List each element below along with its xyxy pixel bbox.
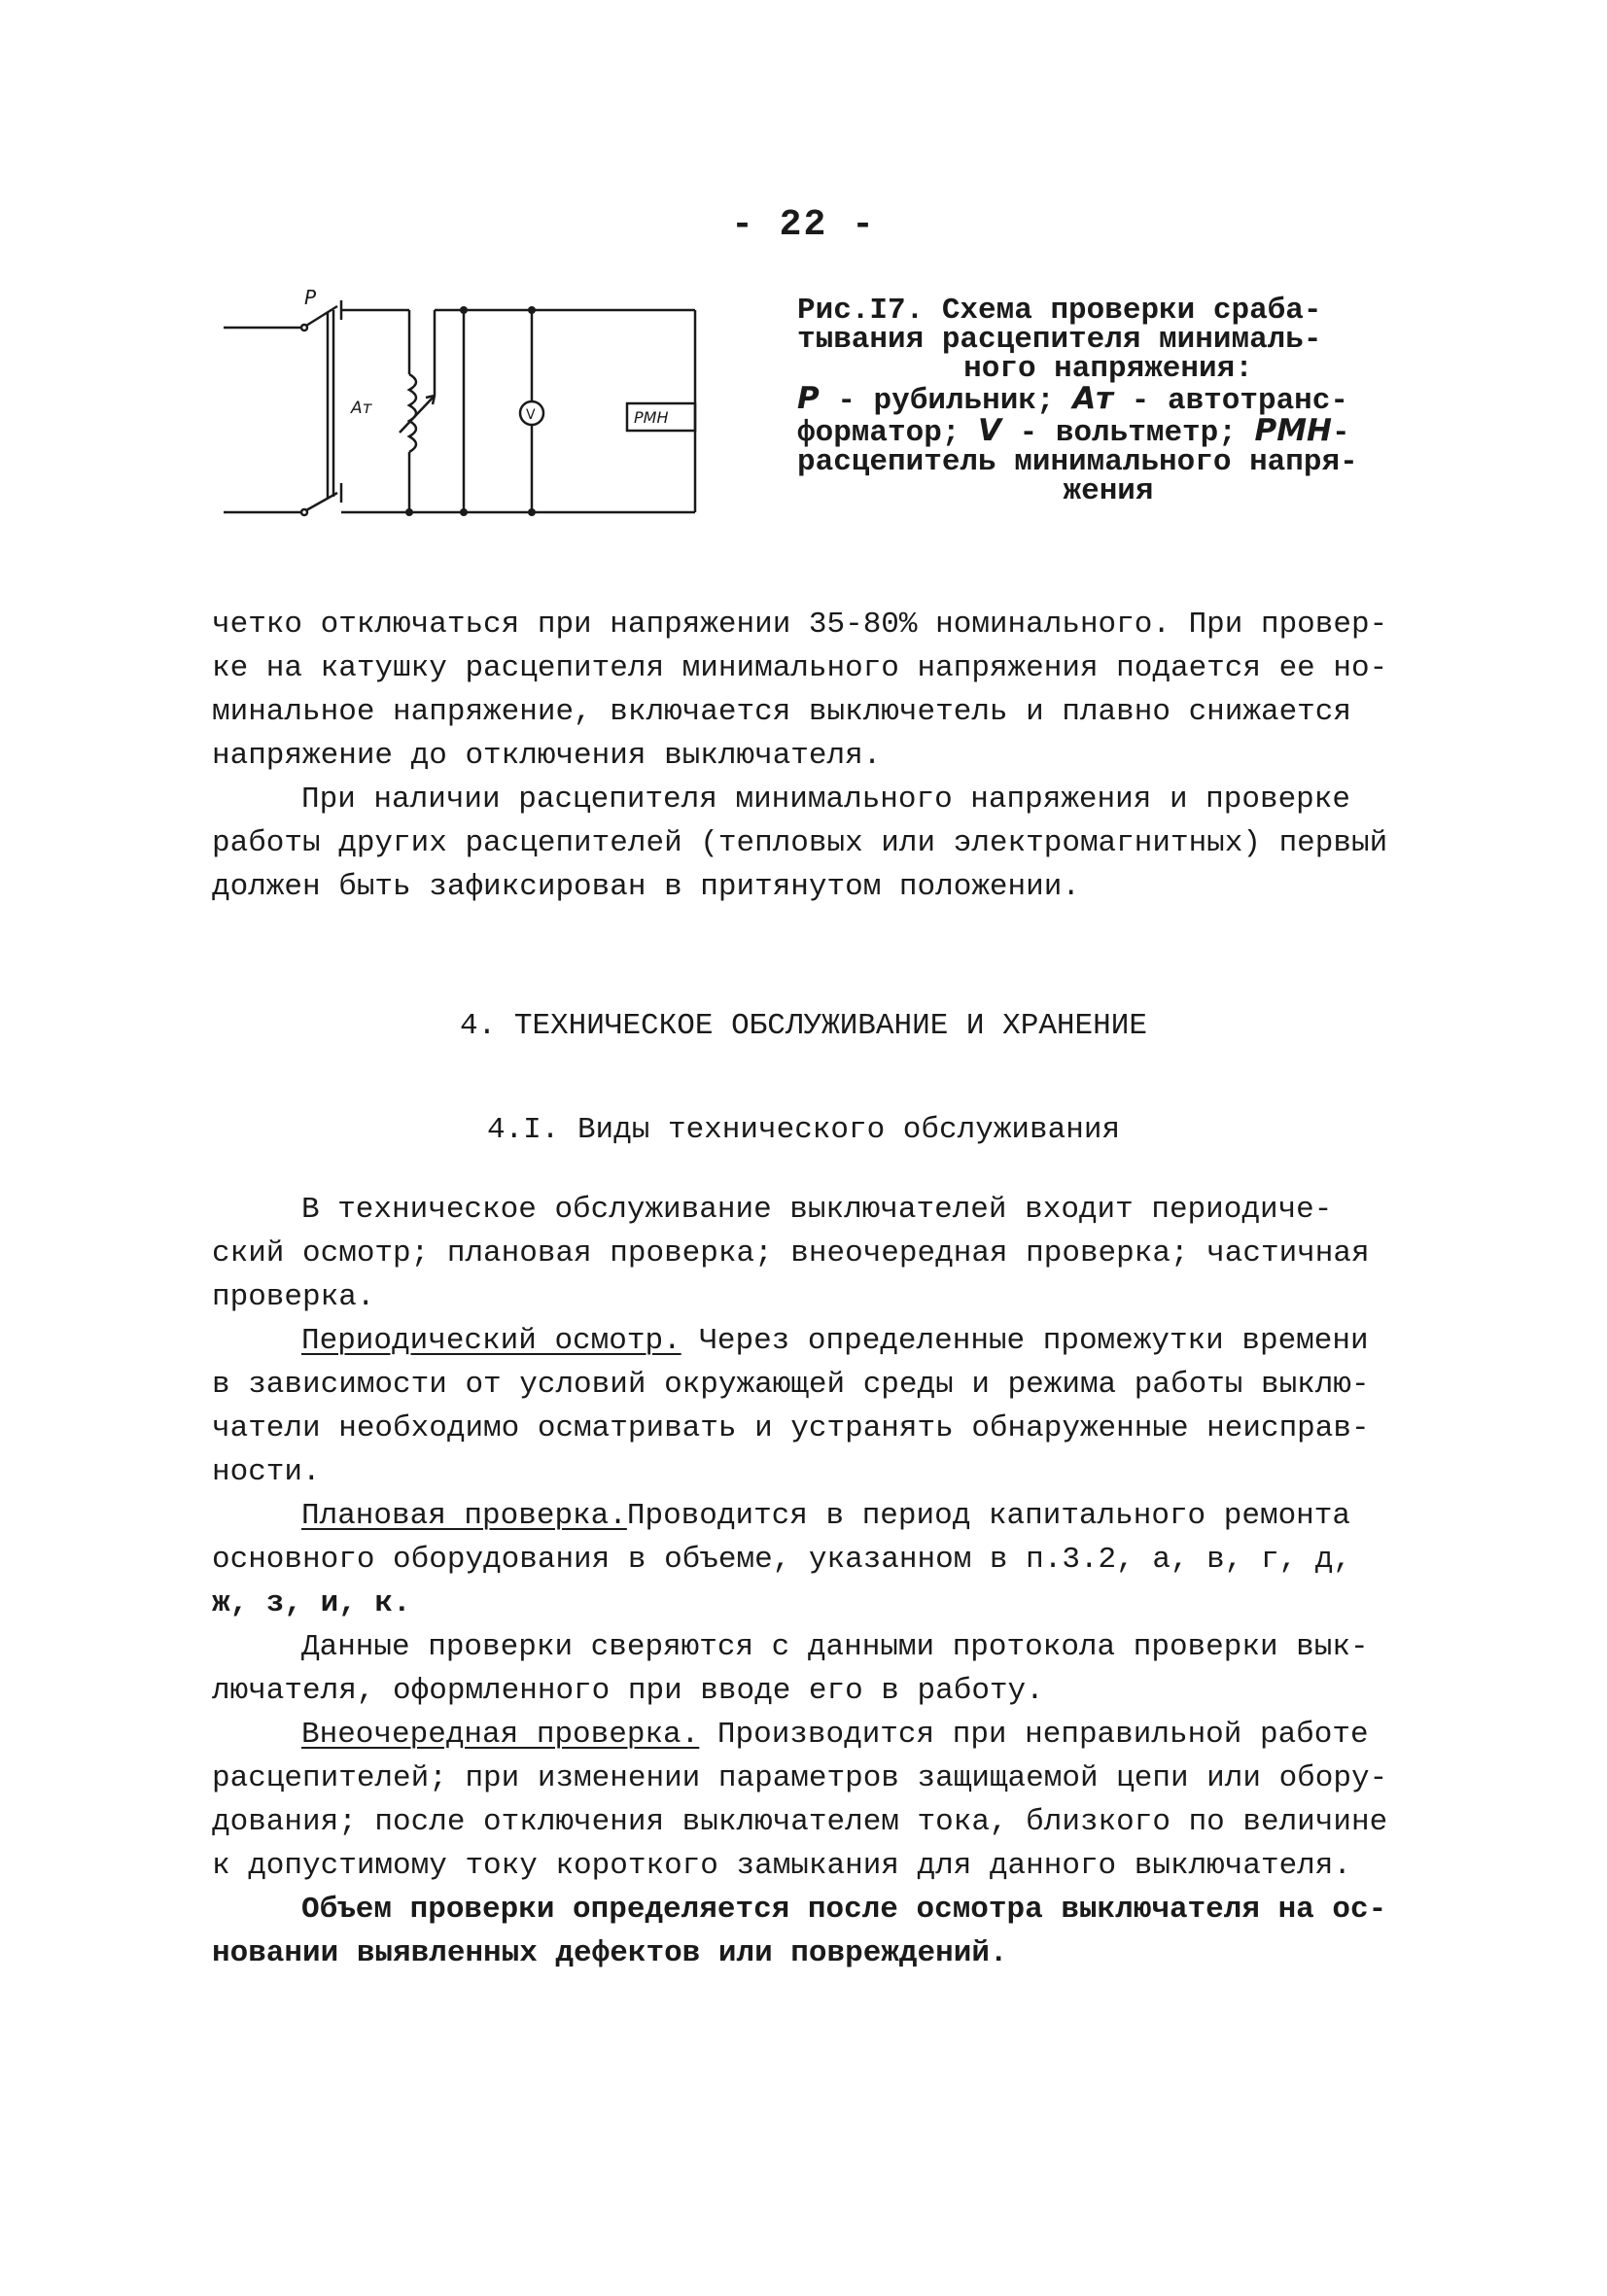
paragraph-extraordinary: Внеочередная проверка. Производится при неправильной работе расцепителей; при изменении параметров защищаемой цепи или обору- дования; после отключения выключателем тока, близкого по величине к допустимому току короткого замыкания для данного выключателя. <box>212 1718 1388 1883</box>
caption-line-2: тывания расцепителя минималь- <box>797 323 1322 357</box>
legend-line-3: расцепитель минимального напря- <box>797 445 1358 479</box>
paragraph-periodic: Периодический осмотр. Через определенные промежутки времени в зависимости от условий окружающей среды и режима работы выклю- чатели необходимо осматривать и устранять обнаруженные неисправ- ности. <box>212 1324 1370 1489</box>
paragraph-2: При наличии расцепителя минимального напряжения и проверке работы других расцепителей (тепловых или электромагнитных) первый должен быть зафиксирован в притянутом положении. <box>212 783 1388 904</box>
legend-rmn-symbol: РМН <box>1254 413 1332 448</box>
section-title: 4. ТЕХНИЧЕСКОЕ ОБСЛУЖИВАНИЕ И ХРАНЕНИЕ <box>460 1009 1147 1043</box>
caption-line-1: Рис.I7. Схема проверки сраба- <box>797 294 1322 328</box>
legend-p-symbol: Р <box>797 381 820 416</box>
paragraph-1: четко отключаться при напряжении 35-80% номинального. При провер- ке на катушку расцепителя минимального напряжения подается ее но- минальное напряжение, включается выключетель и плавно снижается напряжение до отключения выключателя. <box>212 608 1388 773</box>
autotransformer-coil <box>409 374 416 452</box>
legend-line-4: жения <box>1063 474 1154 508</box>
release-label: РМН <box>634 408 669 427</box>
figure-caption <box>797 296 1419 506</box>
paragraph-3: В техническое обслуживание выключателей входит периодиче- ский осмотр; плановая проверка; внеочередная проверка; частичная проверка. <box>212 1193 1370 1314</box>
circuit-diagram <box>219 287 763 530</box>
autotransformer-label: Ат <box>351 399 372 418</box>
paragraph-planned: Плановая проверка.Проводится в период капитального ремонта основного оборудования в объеме, указанном в п.3.2, а, в, г, д, ж, з, и, к. <box>212 1499 1351 1620</box>
legend-at-symbol: Ат <box>1072 381 1114 416</box>
legend-line-2: форматор; V - вольтметр; РМН- <box>797 413 1350 450</box>
text-block-1 <box>212 603 1408 909</box>
term-extraordinary: Внеочередная проверка. <box>301 1718 700 1752</box>
legend-line-1: Р - рубильник; Ат - автотранс- <box>797 381 1348 418</box>
switch-label: Р <box>304 287 317 309</box>
subsection-title: 4.I. Виды технического обслуживания <box>486 1113 1121 1147</box>
term-periodic: Периодический осмотр. <box>301 1324 681 1358</box>
paragraph-data: Данные проверки сверяются с данными протокола проверки вык- лючателя, оформленного при вводе его в работу. <box>212 1630 1369 1708</box>
paragraph-volume: Объем проверки определяется после осмотра выключателя на ос- новании выявленных дефектов или повреждений. <box>212 1893 1387 1970</box>
voltmeter-label: V <box>526 407 536 423</box>
legend-v-symbol: V <box>978 413 1002 448</box>
term-planned: Плановая проверка. <box>301 1499 627 1533</box>
page-number: - 22 - <box>731 204 876 246</box>
text-block-2 <box>212 1188 1408 1975</box>
caption-line-3: ного напряжения: <box>963 352 1253 386</box>
